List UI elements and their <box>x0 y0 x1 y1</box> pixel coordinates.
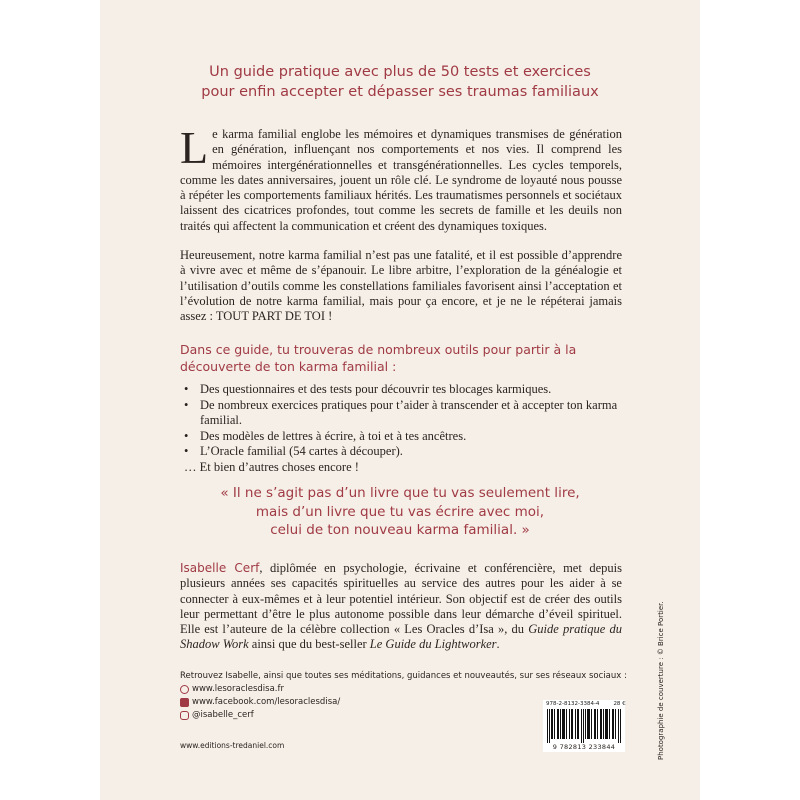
barcode <box>547 709 621 743</box>
headline-line-1: Un guide pratique avec plus de 50 tests et exercices <box>209 64 591 80</box>
quote-line-1: « Il ne s’agit pas d’un livre que tu vas seulement lire, <box>220 485 580 501</box>
website-link[interactable]: www.lesoraclesdisa.fr <box>180 683 640 696</box>
isbn-barcode-box <box>543 700 625 752</box>
bullet-icon: • <box>184 428 189 443</box>
paragraph-1-text: e karma familial englobe les mémoires et dynamiques transmises de génération en génération, influençant nos comportements et nos vies. Il comprend les mémoires intergénérationnelles et transgénérationnelles. Les cycles temporels, comme les dates anniversaires, jouent un rôle clé. Le syndrome de loyauté nous pousse à répéter les comportements familiaux hérités. Les traumatismes personnels et sociétaux laissent des cicatrices profondes, tout comme les secrets de famille et les deuils non traités qui affectent la communication et créent des dynamiques toxiques. <box>180 127 622 233</box>
instagram-icon <box>180 711 189 720</box>
list-item-end: … Et bien d’autres choses encore ! <box>184 459 359 474</box>
globe-icon <box>180 685 189 694</box>
paragraph-karma-intro <box>180 122 622 234</box>
headline <box>150 62 650 102</box>
bullet-icon: • <box>184 382 189 396</box>
list-item: • L’Oracle familial (54 cartes à découper). <box>184 444 403 458</box>
features-list <box>180 382 622 475</box>
list-item: • Des questionnaires et des tests pour découvrir tes blocages karmiques. <box>184 382 552 396</box>
author-quote <box>150 484 650 540</box>
instagram-link[interactable]: @isabelle_cerf <box>180 709 640 722</box>
book-title: Le Guide du Lightworker <box>369 637 497 652</box>
list-item: • De nombreux exercices pratiques pour t’aider à transcender et à accepter ton karma familial. <box>184 397 618 427</box>
author-bio: Isabelle Cerf, diplômée en psychologie, écrivaine et conférencière, met depuis plusieurs années ses capacités spirituelles au service des autres pour les aider à se connecter à eux-mêmes et à leur potentiel intérieur. Son objectif est de créer des outils leur permettant d’être le plus autonome possible dans leur démarche d’éveil spirituel. Elle est l’auteure de la célèbre collection « Les Oracles d’Isa », du Guide pratique du Shadow Work ainsi que du best-seller Le Guide du Lightworker. <box>180 561 623 652</box>
drop-cap: L <box>180 122 209 173</box>
author-name: Isabelle Cerf <box>180 561 260 575</box>
photo-credit: Photographie de couverture : © Brice Portier. <box>657 601 665 760</box>
publisher-website[interactable]: www.editions-tredaniel.com <box>180 741 285 750</box>
facebook-link[interactable]: www.facebook.com/lesoraclesdisa/ <box>180 696 640 709</box>
headline-line-2: pour enfin accepter et dépasser ses traumas familiaux <box>201 84 599 100</box>
price: 28 € <box>613 701 626 707</box>
paragraph-heureusement: Heureusement, notre karma familial n’est pas une fatalité, et il est possible d’apprendre à vivre avec et même de s’épanouir. Le libre arbitre, l’exploration de la généalogie et l’utilisation d’outils comme les constellations familiales favorisent ainsi l’acceptation et l’évolution de notre karma familial, mais pour ça encore, et je ne le répéterai jamais assez : TOUT PART DE TOI ! <box>180 248 622 324</box>
social-intro: Retrouvez Isabelle, ainsi que toutes ses méditations, guidances et nouveautés, sur ses réseaux sociaux : <box>180 671 627 681</box>
barcode-number: 9 782813 233844 <box>552 743 616 751</box>
list-item: • Des modèles de lettres à écrire, à toi et à tes ancêtres. <box>184 428 467 443</box>
quote-line-2: mais d’un livre que tu vas écrire avec moi, <box>255 503 545 520</box>
book-title: Guide pratique du Shadow Work <box>180 622 622 652</box>
quote-line-3: celui de ton nouveau karma familial. » <box>270 522 530 538</box>
guide-intro: Dans ce guide, tu trouveras de nombreux outils pour partir à la découverte de ton karma familial : <box>180 342 577 374</box>
isbn-label: 978-2-8132-3384-4 28 € <box>546 701 626 707</box>
bullet-icon: • <box>184 444 189 458</box>
facebook-icon <box>180 698 189 707</box>
bullet-icon: • <box>184 397 189 412</box>
